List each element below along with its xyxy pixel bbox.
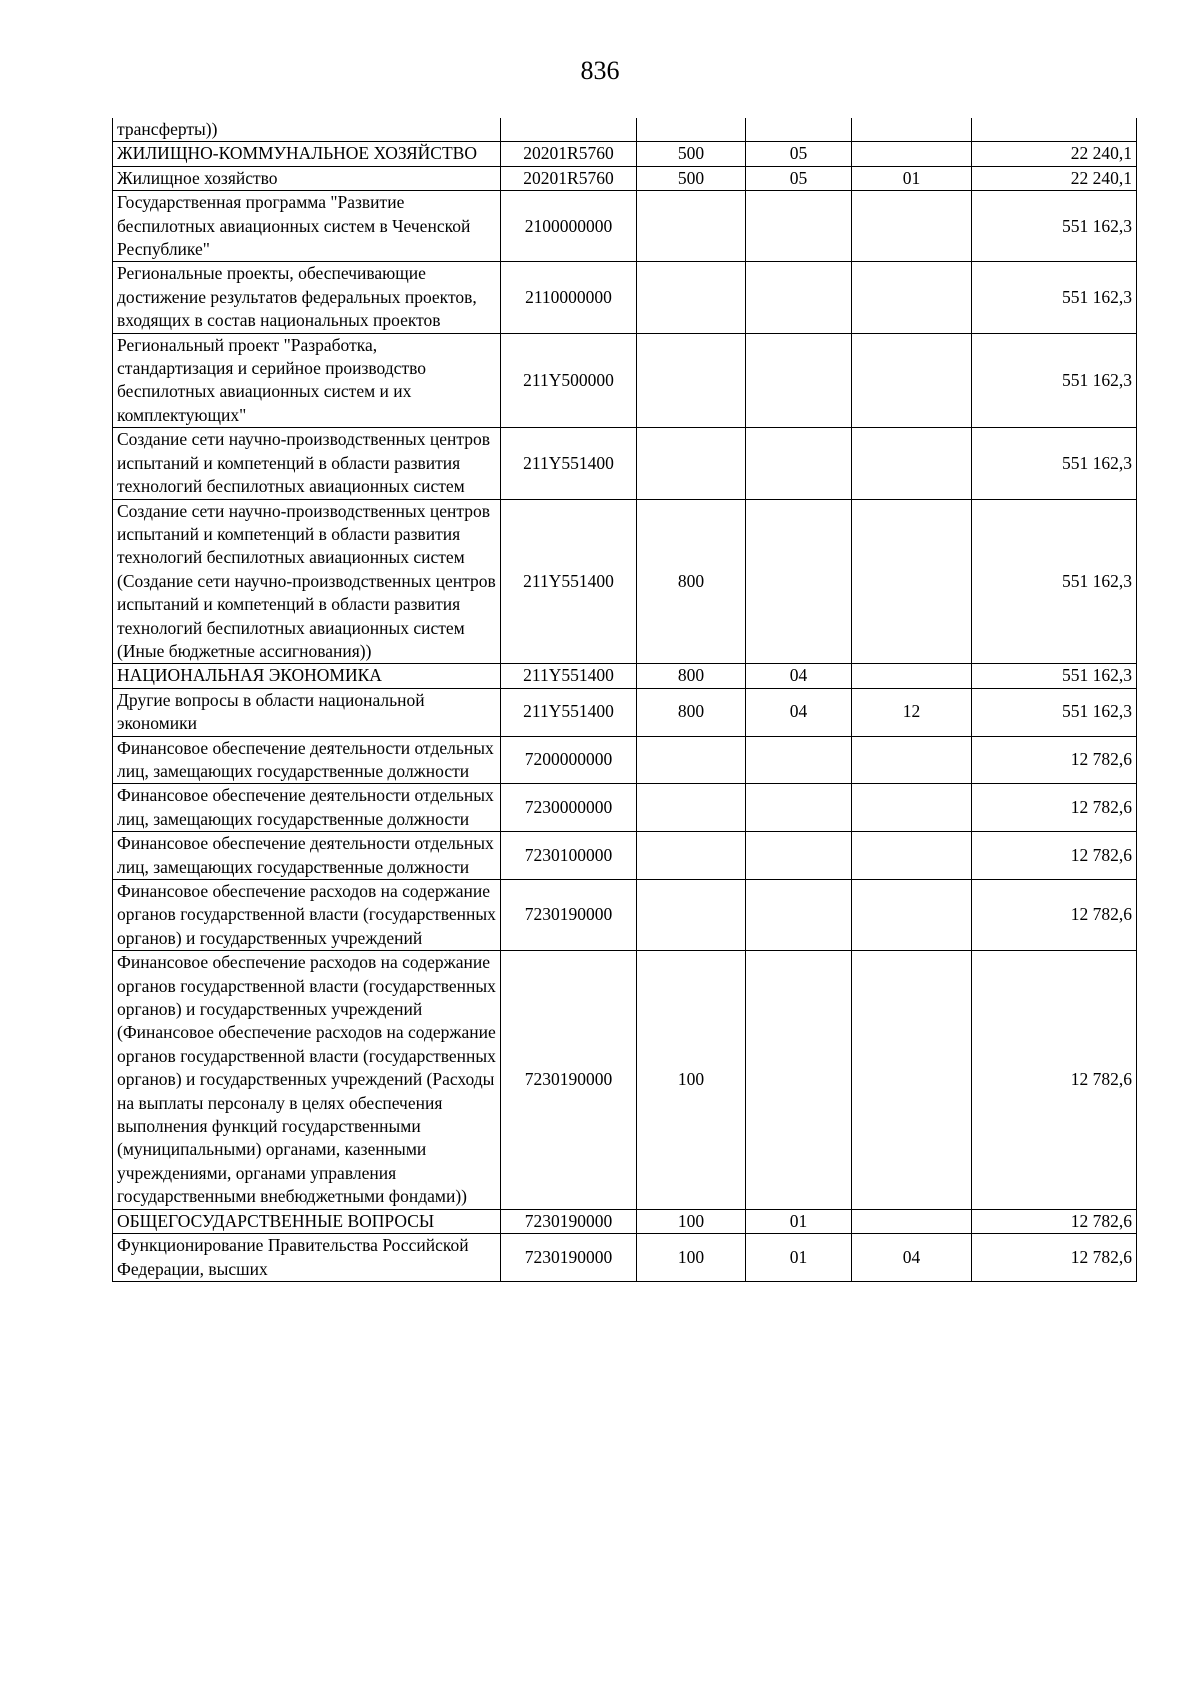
row-name: Создание сети научно-производственных центров испытаний и компетенций в области развития технологий беспилотных авиационных систем: [113, 428, 501, 499]
table-row: [113, 880, 1137, 951]
subsection-code: [852, 832, 972, 880]
amount: 551 162,3: [972, 664, 1137, 688]
table-row: [113, 1234, 1137, 1282]
subsection-code: [852, 1209, 972, 1233]
expense-type-code: 800: [637, 664, 746, 688]
section-code: 04: [746, 688, 852, 736]
table-row: [113, 664, 1137, 688]
amount: 551 162,3: [972, 262, 1137, 333]
budget-table: [112, 118, 1137, 1282]
expense-type-code: [637, 333, 746, 428]
amount: 551 162,3: [972, 428, 1137, 499]
subsection-code: [852, 951, 972, 1209]
expense-type-code: 100: [637, 1209, 746, 1233]
section-code: 01: [746, 1234, 852, 1282]
section-code: [746, 333, 852, 428]
row-name: Финансовое обеспечение расходов на содержание органов государственной власти (государственных органов) и государственных учреждений (Финансовое обеспечение расходов на содержание органов государственной власти (государственных органов) и государственных учреждений (Расходы на выплаты персоналу в целях обеспечения выполнения функций государственными (муниципальными) органами, казенными учреждениями, органами управления государственными внебюджетными фондами)): [113, 951, 501, 1209]
section-code: [746, 951, 852, 1209]
table-row: [113, 142, 1137, 166]
page-number: 836: [580, 56, 620, 85]
target-article-code: 211Y551400: [501, 499, 637, 664]
row-name: Создание сети научно-производственных центров испытаний и компетенций в области развития технологий беспилотных авиационных систем (Создание сети научно-производственных центров испытаний и компетенций в области развития технологий беспилотных авиационных систем (Иные бюджетные ассигнования)): [113, 499, 501, 664]
row-name: Региональные проекты, обеспечивающие достижение результатов федеральных проектов, входящих в состав национальных проектов: [113, 262, 501, 333]
subsection-code: 12: [852, 688, 972, 736]
subsection-code: 04: [852, 1234, 972, 1282]
row-name: Жилищное хозяйство: [113, 166, 501, 190]
table-row: [113, 262, 1137, 333]
amount: [972, 118, 1137, 142]
amount: 551 162,3: [972, 333, 1137, 428]
amount: 12 782,6: [972, 951, 1137, 1209]
table-row: [113, 333, 1137, 428]
subsection-code: [852, 499, 972, 664]
amount: 12 782,6: [972, 832, 1137, 880]
section-code: [746, 118, 852, 142]
section-code: [746, 736, 852, 784]
expense-type-code: [637, 880, 746, 951]
section-code: [746, 832, 852, 880]
amount: 551 162,3: [972, 191, 1137, 262]
target-article-code: 7230190000: [501, 951, 637, 1209]
target-article-code: 7230190000: [501, 880, 637, 951]
amount: 12 782,6: [972, 784, 1137, 832]
target-article-code: 7230190000: [501, 1209, 637, 1233]
table-row: [113, 499, 1137, 664]
amount: 12 782,6: [972, 880, 1137, 951]
row-name: НАЦИОНАЛЬНАЯ ЭКОНОМИКА: [113, 664, 501, 688]
expense-type-code: 800: [637, 688, 746, 736]
amount: 22 240,1: [972, 166, 1137, 190]
target-article-code: 211Y551400: [501, 688, 637, 736]
table-row: [113, 688, 1137, 736]
table-row: [113, 736, 1137, 784]
row-name: Финансовое обеспечение деятельности отдельных лиц, замещающих государственные должности: [113, 832, 501, 880]
target-article-code: 211Y500000: [501, 333, 637, 428]
subsection-code: [852, 736, 972, 784]
target-article-code: 211Y551400: [501, 664, 637, 688]
table-row: [113, 1209, 1137, 1233]
target-article-code: 7230100000: [501, 832, 637, 880]
row-name: Другие вопросы в области национальной экономики: [113, 688, 501, 736]
expense-type-code: 800: [637, 499, 746, 664]
expense-type-code: [637, 736, 746, 784]
row-name: ОБЩЕГОСУДАРСТВЕННЫЕ ВОПРОСЫ: [113, 1209, 501, 1233]
table-row: [113, 191, 1137, 262]
section-code: [746, 784, 852, 832]
row-name: Государственная программа "Развитие беспилотных авиационных систем в Чеченской Республике": [113, 191, 501, 262]
expense-type-code: [637, 428, 746, 499]
table-row: [113, 951, 1137, 1209]
section-code: [746, 191, 852, 262]
amount: 12 782,6: [972, 1234, 1137, 1282]
target-article-code: 20201R5760: [501, 142, 637, 166]
expense-type-code: [637, 832, 746, 880]
expense-type-code: 500: [637, 166, 746, 190]
row-name: Финансовое обеспечение деятельности отдельных лиц, замещающих государственные должности: [113, 784, 501, 832]
subsection-code: [852, 142, 972, 166]
expense-type-code: [637, 118, 746, 142]
expense-type-code: 500: [637, 142, 746, 166]
section-code: [746, 262, 852, 333]
expense-type-code: [637, 784, 746, 832]
target-article-code: 7200000000: [501, 736, 637, 784]
expense-type-code: [637, 262, 746, 333]
target-article-code: 2100000000: [501, 191, 637, 262]
section-code: [746, 880, 852, 951]
amount: 22 240,1: [972, 142, 1137, 166]
amount: 12 782,6: [972, 1209, 1137, 1233]
row-name: ЖИЛИЩНО-КОММУНАЛЬНОЕ ХОЗЯЙСТВО: [113, 142, 501, 166]
subsection-code: [852, 880, 972, 951]
row-name: трансферты)): [113, 118, 501, 142]
table-row: [113, 832, 1137, 880]
expense-type-code: [637, 191, 746, 262]
subsection-code: [852, 428, 972, 499]
target-article-code: 20201R5760: [501, 166, 637, 190]
expense-type-code: 100: [637, 951, 746, 1209]
target-article-code: [501, 118, 637, 142]
table-row: [113, 428, 1137, 499]
expense-type-code: 100: [637, 1234, 746, 1282]
section-code: [746, 428, 852, 499]
table-row: [113, 784, 1137, 832]
row-name: Финансовое обеспечение деятельности отдельных лиц, замещающих государственные должности: [113, 736, 501, 784]
section-code: 04: [746, 664, 852, 688]
subsection-code: 01: [852, 166, 972, 190]
target-article-code: 7230000000: [501, 784, 637, 832]
subsection-code: [852, 333, 972, 428]
amount: 12 782,6: [972, 736, 1137, 784]
row-name: Региональный проект "Разработка, стандартизация и серийное производство беспилотных авиационных систем и их комплектующих": [113, 333, 501, 428]
row-name: Финансовое обеспечение расходов на содержание органов государственной власти (государственных органов) и государственных учреждений: [113, 880, 501, 951]
subsection-code: [852, 118, 972, 142]
subsection-code: [852, 784, 972, 832]
row-name: Функционирование Правительства Российской Федерации, высших: [113, 1234, 501, 1282]
section-code: 05: [746, 142, 852, 166]
subsection-code: [852, 191, 972, 262]
subsection-code: [852, 664, 972, 688]
section-code: [746, 499, 852, 664]
table-row: [113, 166, 1137, 190]
amount: 551 162,3: [972, 688, 1137, 736]
table-row: [113, 118, 1137, 142]
section-code: 01: [746, 1209, 852, 1233]
section-code: 05: [746, 166, 852, 190]
subsection-code: [852, 262, 972, 333]
amount: 551 162,3: [972, 499, 1137, 664]
target-article-code: 2110000000: [501, 262, 637, 333]
target-article-code: 7230190000: [501, 1234, 637, 1282]
target-article-code: 211Y551400: [501, 428, 637, 499]
